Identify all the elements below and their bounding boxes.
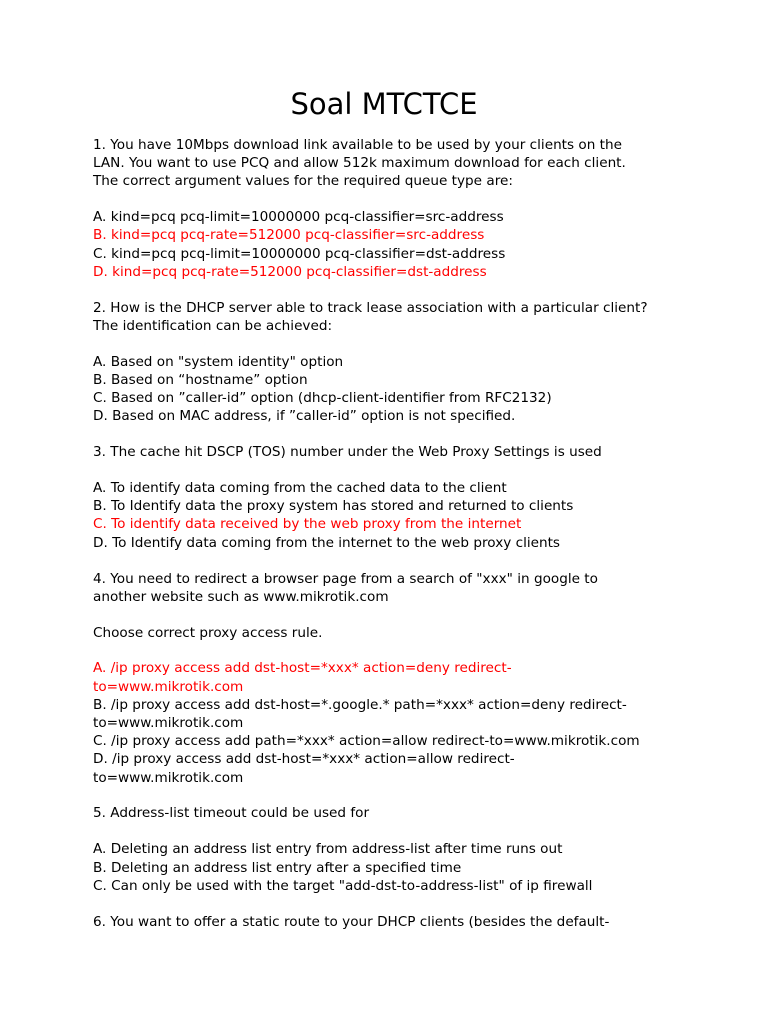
paragraph-gap — [93, 642, 733, 660]
answer-option: C. kind=pcq pcq-limit=10000000 pcq-classifier=dst-address — [93, 245, 506, 262]
answer-option-correct: D. kind=pcq pcq-rate=512000 pcq-classifier=dst-address — [93, 263, 487, 280]
question-1-text: The correct argument values for the required queue type are: — [93, 173, 513, 190]
answer-option: C. Can only be used with the target "add-dst-to-address-list" of ip firewall — [93, 877, 593, 894]
answer-option: D. Based on MAC address, if ”caller-id” option is not specified. — [93, 408, 516, 425]
paragraph-gap — [93, 335, 733, 353]
paragraph-gap — [93, 895, 733, 913]
answer-option: A. Deleting an address list entry from address-list after time runs out — [93, 841, 563, 858]
answer-option-correct: C. To identify data received by the web proxy from the internet — [93, 516, 522, 533]
answer-option: B. /ip proxy access add dst-host=*.google.* path=*xxx* action=deny redirect- — [93, 696, 627, 713]
answer-option-continued: to=www.mikrotik.com — [93, 769, 244, 786]
answer-option-continued: to=www.mikrotik.com — [93, 715, 244, 731]
question-2-text: The identification can be achieved: — [93, 317, 333, 334]
answer-option: B. To Identify data the proxy system has stored and returned to clients — [93, 498, 574, 515]
answer-option: D. To Identify data coming from the internet to the web proxy clients — [93, 534, 561, 551]
question-1-text: LAN. You want to use PCQ and allow 512k maximum download for each client. — [93, 155, 626, 172]
answer-option-correct: A. /ip proxy access add dst-host=*xxx* action=deny redirect- — [93, 660, 512, 677]
question-1-text: 1. You have 10Mbps download link available to be used by your clients on the — [93, 137, 622, 153]
question-4-prompt: Choose correct proxy access rule. — [93, 624, 323, 641]
question-6-text: 6. You want to offer a static route to your DHCP clients (besides the default- — [93, 913, 610, 930]
answer-option: C. /ip proxy access add path=*xxx* action=allow redirect-to=www.mikrotik.com — [93, 733, 640, 750]
paragraph-gap — [93, 191, 733, 209]
answer-option: B. Deleting an address list entry after a specified time — [93, 859, 462, 876]
paragraph-gap — [93, 461, 733, 479]
answer-option: A. Based on "system identity" option — [93, 353, 344, 370]
page-title: Soal MTCTCE — [290, 87, 478, 121]
paragraph-gap — [93, 823, 733, 841]
answer-option: A. kind=pcq pcq-limit=10000000 pcq-classifier=src-address — [93, 209, 504, 226]
answer-option-correct-continued: to=www.mikrotik.com — [93, 678, 244, 695]
paragraph-gap — [93, 552, 733, 570]
answer-option: D. /ip proxy access add dst-host=*xxx* action=allow redirect- — [93, 751, 515, 768]
question-2-text: 2. How is the DHCP server able to track lease association with a particular client? — [93, 299, 648, 316]
paragraph-gap — [93, 281, 733, 299]
paragraph-gap — [93, 426, 733, 444]
paragraph-gap — [93, 606, 733, 624]
paragraph-gap — [93, 787, 733, 805]
question-5-text: 5. Address-list timeout could be used for — [93, 805, 370, 822]
question-3-text: 3. The cache hit DSCP (TOS) number under the Web Proxy Settings is used — [93, 444, 602, 461]
answer-option-correct: B. kind=pcq pcq-rate=512000 pcq-classifier=src-address — [93, 227, 485, 244]
answer-option: A. To identify data coming from the cached data to the client — [93, 480, 507, 497]
answer-option: B. Based on “hostname” option — [93, 371, 308, 388]
document-body — [93, 136, 733, 931]
answer-option: C. Based on ”caller-id” option (dhcp-client-identifier from RFC2132) — [93, 390, 552, 407]
question-4-text: another website such as www.mikrotik.com — [93, 588, 389, 605]
question-4-text: 4. You need to redirect a browser page from a search of "xxx" in google to — [93, 570, 598, 587]
